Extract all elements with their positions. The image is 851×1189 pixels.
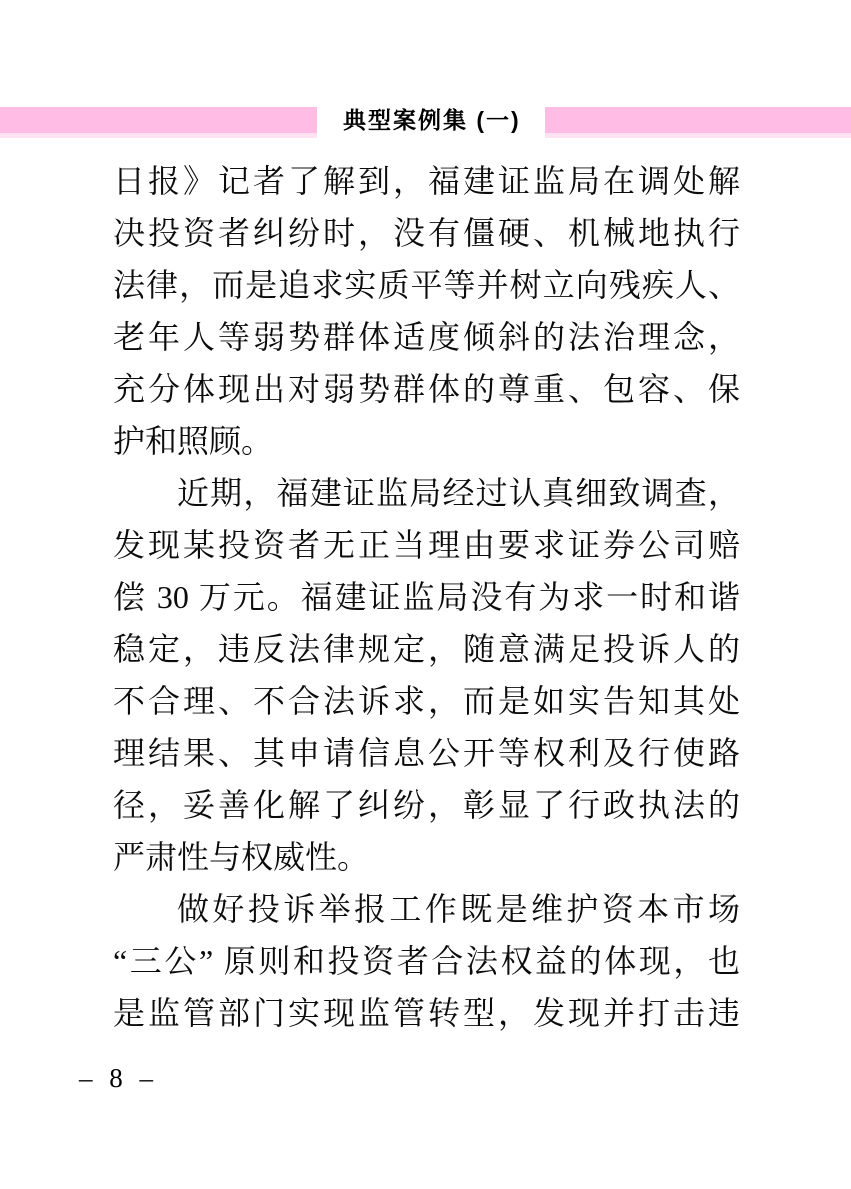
text-line: 决投资者纠纷时，没有僵硬、机械地执行 [113, 215, 740, 251]
text-line: 是监管部门实现监管转型，发现并打击违 [113, 995, 740, 1031]
header-band-right [545, 107, 851, 133]
text-line: 不合理、不合法诉求，而是如实告知其处 [113, 683, 740, 719]
text-line: 近期，福建证监局经过认真细致调查， [177, 475, 740, 511]
text-line: 日报》记者了解到，福建证监局在调处解 [113, 163, 740, 199]
text-line: “三公” 原则和投资者合法权益的体现，也 [113, 943, 740, 979]
header-title: 典型案例集 (一) [343, 107, 521, 133]
page-header [0, 107, 851, 133]
text-line: 做好投诉举报工作既是维护资本市场 [177, 891, 740, 927]
text-line: 发现某投资者无正当理由要求证券公司赔 [113, 527, 740, 563]
text-line: 理结果、其申请信息公开等权利及行使路 [113, 735, 740, 771]
text-line: 径，妥善化解了纠纷，彰显了行政执法的 [113, 787, 740, 823]
page-number: – 8 – [79, 1063, 158, 1093]
body-text [113, 155, 740, 1039]
text-line: 充分体现出对弱势群体的尊重、包容、保 [113, 371, 740, 407]
text-line: 稳定，违反法律规定，随意满足投诉人的 [113, 631, 740, 667]
text-line: 老年人等弱势群体适度倾斜的法治理念， [113, 319, 740, 355]
header-band-left [0, 107, 317, 133]
text-line: 严肃性与权威性。 [113, 839, 370, 875]
text-line: 偿 30 万元。福建证监局没有为求一时和谐 [113, 579, 740, 615]
text-line: 护和照顾。 [113, 423, 274, 459]
text-line: 法律，而是追求实质平等并树立向残疾人、 [113, 267, 740, 303]
